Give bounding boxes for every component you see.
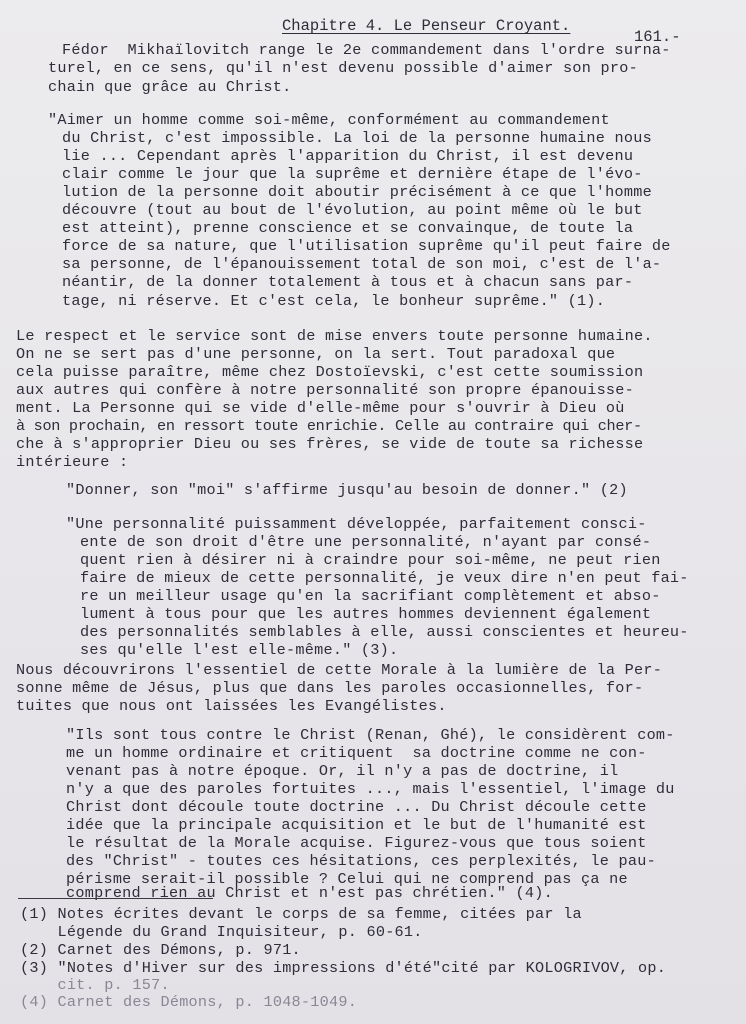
quote-line: est atteint), prenne conscience et se convainque, de toute la	[62, 219, 634, 237]
text-line: ment. La Personne qui se vide d'elle-même pour s'ouvrir à Dieu où	[16, 399, 625, 417]
text-line: On ne se sert pas d'une personne, on la sert. Tout paradoxal que	[16, 345, 616, 363]
footnote-1: (1) Notes écrites devant le corps de sa femme, citées par la	[20, 905, 582, 923]
quote-line: "Aimer un homme comme soi-même, conformément au commandement	[48, 111, 610, 129]
quote-line: néantir, de la donner totalement à tous et à chacun sans par-	[62, 273, 634, 291]
text-line: cela puisse paraître, même chez Dostoïevski, c'est cette soumission	[16, 363, 644, 381]
quote-line: idée que la principale acquisition et le but de l'humanité est	[66, 816, 647, 834]
quote-line: "Ils sont tous contre le Christ (Renan, Ghé), le considèrent com-	[66, 726, 675, 744]
quote-line: lie ... Cependant après l'apparition du Christ, il est devenu	[62, 147, 634, 165]
text-line: aux autres qui confère à notre personnalité son propre épanouisse-	[16, 381, 635, 399]
footnote-3: (3) "Notes d'Hiver sur des impressions d'été"cité par KOLOGRIVOV, op.	[20, 959, 667, 977]
quote-line: me un homme ordinaire et critiquent sa doctrine comme ne con-	[66, 744, 647, 762]
quote-line: ente de son droit d'être une personnalité, n'ayant par consé-	[80, 533, 652, 551]
quote-line: venant pas à notre époque. Or, il n'y a pas de doctrine, il	[66, 762, 619, 780]
text-line: à son prochain, en ressort toute enrichie. Celle au contraire qui cher-	[16, 417, 642, 435]
footnote-separator	[18, 898, 213, 899]
text-line: che à s'approprier Dieu ou ses frères, se vide de toute sa richesse	[16, 435, 644, 453]
text-line: turel, en ce sens, qu'il n'est devenu possible d'aimer son pro-	[48, 59, 638, 77]
quote-line: découvre (tout au bout de l'évolution, au point même où le but	[62, 201, 643, 219]
text-line: sonne même de Jésus, plus que dans les paroles occasionnelles, for-	[16, 679, 644, 697]
quote-line: sa personne, de l'épanouissement total de son moi, c'est de l'a-	[62, 255, 662, 273]
quote-line: lution de la personne doit aboutir précisément à ce que l'homme	[62, 183, 652, 201]
quote-line: faire de mieux de cette personnalité, je veux dire n'en peut fai-	[80, 569, 689, 587]
text-line: Le respect et le service sont de mise envers toute personne humaine.	[16, 327, 653, 345]
quote-line: le résultat de la Morale acquise. Figurez-vous que tous soient	[66, 834, 647, 852]
page-number: 161.-	[634, 28, 681, 46]
quote-line: des "Christ" - toutes ces hésitations, ces perplexités, le pau-	[66, 852, 656, 870]
text-line: tuites que nous ont laissées les Evangélistes.	[16, 697, 447, 715]
footnote-2: (2) Carnet des Démons, p. 971.	[20, 941, 301, 959]
quote-line: quent rien à désirer ni à craindre pour soi-même, ne peut rien	[80, 551, 661, 569]
quote-line: périsme serait-il possible ? Celui qui ne comprend pas ça ne	[66, 870, 628, 888]
quote-line: clair comme le jour que la suprême et dernière étape de l'évo-	[62, 165, 643, 183]
text-line: Fédor Mikhaïlovitch range le 2e commandement dans l'ordre surna-	[62, 41, 671, 59]
quote-line: Christ dont découle toute doctrine ... Du Christ découle cette	[66, 798, 647, 816]
quote-line: tage, ni réserve. Et c'est cela, le bonheur suprême." (1).	[62, 292, 606, 310]
quote-line: des personnalités semblables à elle, aussi conscientes et heureu-	[80, 623, 689, 641]
quote-line: "Donner, son "moi" s'affirme jusqu'au besoin de donner." (2)	[66, 481, 628, 499]
text-line: Nous découvrirons l'essentiel de cette Morale à la lumière de la Per-	[16, 661, 663, 679]
footnote-1-cont: Légende du Grand Inquisiteur, p. 60-61.	[20, 923, 423, 941]
chapter-title: Chapitre 4. Le Penseur Croyant.	[282, 17, 571, 35]
quote-line: "Une personnalité puissamment développée, parfaitement consci-	[66, 515, 647, 533]
footnote-3-cont: cit. p. 157.	[20, 976, 170, 994]
quote-line: force de sa nature, que l'utilisation suprême qu'il peut faire de	[62, 237, 671, 255]
quote-line: lument à tous pour que les autres hommes deviennent également	[80, 605, 652, 623]
quote-line: re un meilleur usage qu'en la sacrifiant complètement et abso-	[80, 587, 661, 605]
quote-line: n'y a que des paroles fortuites ..., mais l'essentiel, l'image du	[66, 780, 675, 798]
text-line: chain que grâce au Christ.	[48, 78, 292, 96]
text-line: intérieure :	[16, 453, 129, 471]
quote-line: du Christ, c'est impossible. La loi de la personne humaine nous	[62, 129, 652, 147]
quote-line: comprend rien au Christ et n'est pas chrétien." (4).	[66, 884, 553, 902]
quote-line: ses qu'elle l'est elle-même." (3).	[80, 641, 399, 659]
footnote-4: (4) Carnet des Démons, p. 1048-1049.	[20, 993, 358, 1011]
